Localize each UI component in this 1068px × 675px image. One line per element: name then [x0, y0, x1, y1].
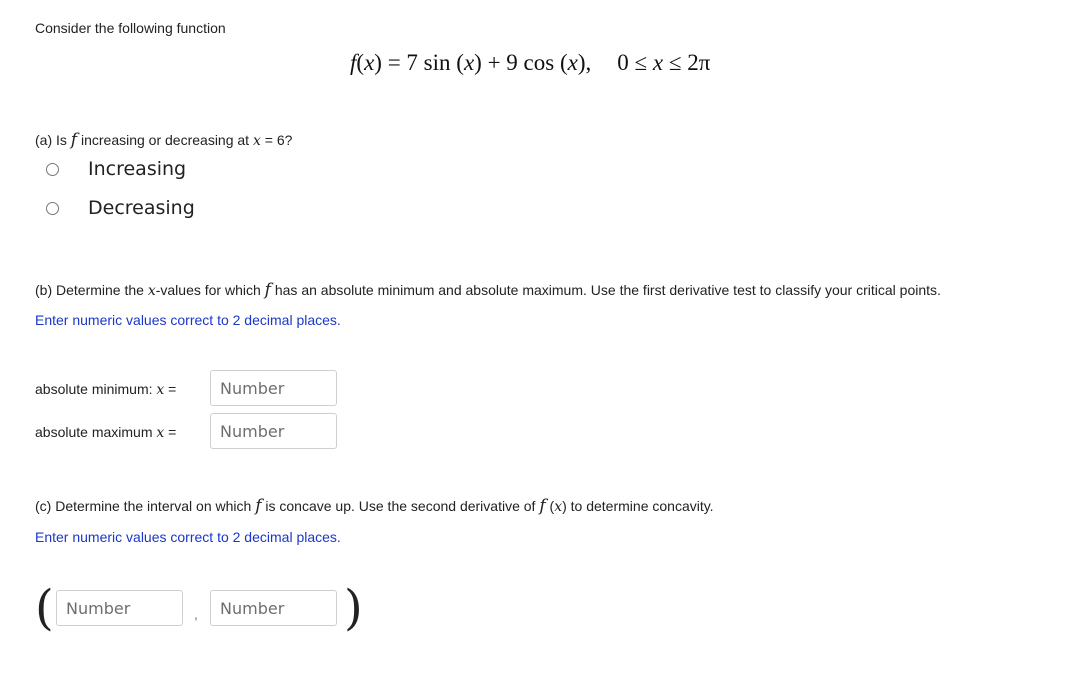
interval-open-paren: ( — [35, 580, 54, 636]
part-c-f: f — [255, 496, 262, 516]
intro-text: Consider the following function — [35, 20, 226, 36]
abs-max-text: absolute maximum — [35, 424, 157, 440]
formula-x-cos: x — [567, 50, 578, 75]
formula-cos: ) + 9 cos ( — [474, 50, 568, 75]
part-c-fx-close: ) — [562, 498, 567, 514]
radio-decreasing[interactable] — [46, 202, 59, 215]
part-c-fx-open: ( — [545, 498, 555, 514]
part-b-middle: -values for which — [155, 282, 265, 298]
part-c-hint: Enter numeric values correct to 2 decimal places. — [35, 529, 341, 545]
formula-x: x — [364, 50, 375, 75]
part-a-f: f — [70, 130, 78, 150]
formula-f: f — [350, 50, 357, 75]
formula-sin: = 7 sin ( — [381, 50, 464, 75]
abs-min-input[interactable] — [210, 370, 337, 406]
option-increasing[interactable] — [46, 158, 186, 180]
formula-close: ), — [577, 50, 592, 75]
part-b-x: x — [147, 283, 156, 299]
abs-max-label — [35, 424, 176, 441]
part-b-suffix: has an absolute minimum and absolute maximum. Use the first derivative test to classify your critical points. — [270, 282, 941, 298]
part-c-f2: f — [539, 496, 546, 516]
interval-start-input[interactable] — [56, 590, 183, 626]
radio-increasing[interactable] — [46, 163, 59, 176]
option-decreasing-label: Decreasing — [88, 197, 195, 219]
abs-max-x: x — [156, 425, 165, 441]
option-increasing-label: Increasing — [88, 158, 187, 180]
option-decreasing[interactable] — [46, 197, 195, 219]
formula-domain-x: x — [652, 50, 664, 75]
abs-min-x: x — [156, 382, 165, 398]
part-a-value: = 6? — [260, 132, 293, 148]
part-a-x: x — [252, 133, 261, 149]
part-a-middle: increasing or decreasing at — [77, 132, 253, 148]
part-c-middle: is concave up. Use the second derivative of — [261, 498, 540, 514]
abs-min-text: absolute minimum: — [35, 381, 157, 397]
part-c-x: x — [554, 499, 563, 515]
part-c-question — [35, 496, 714, 516]
function-formula: f(x) = 7 sin (x) + 9 cos (x), 0 ≤ x ≤ 2π — [350, 50, 711, 75]
part-b-f: f — [264, 280, 271, 300]
part-c-suffix: to determine concavity. — [566, 498, 714, 514]
formula-domain-left: 0 ≤ — [617, 50, 653, 75]
part-a-prefix: (a) Is — [35, 132, 71, 148]
abs-min-eq: = — [164, 381, 177, 397]
part-c-prefix: (c) Determine the interval on which — [35, 498, 256, 514]
part-b-question — [35, 280, 941, 300]
part-b-hint: Enter numeric values correct to 2 decimal places. — [35, 312, 341, 328]
abs-max-eq: = — [164, 424, 177, 440]
abs-max-input[interactable] — [210, 413, 337, 449]
formula-domain-right: ≤ 2π — [663, 50, 711, 75]
interval-separator: , — [194, 606, 198, 622]
interval-end-input[interactable] — [210, 590, 337, 626]
abs-min-label — [35, 381, 176, 398]
formula-x-sin: x — [463, 50, 475, 75]
interval-close-paren: ) — [344, 580, 363, 636]
part-a-question — [35, 130, 292, 150]
part-b-prefix: (b) Determine the — [35, 282, 148, 298]
